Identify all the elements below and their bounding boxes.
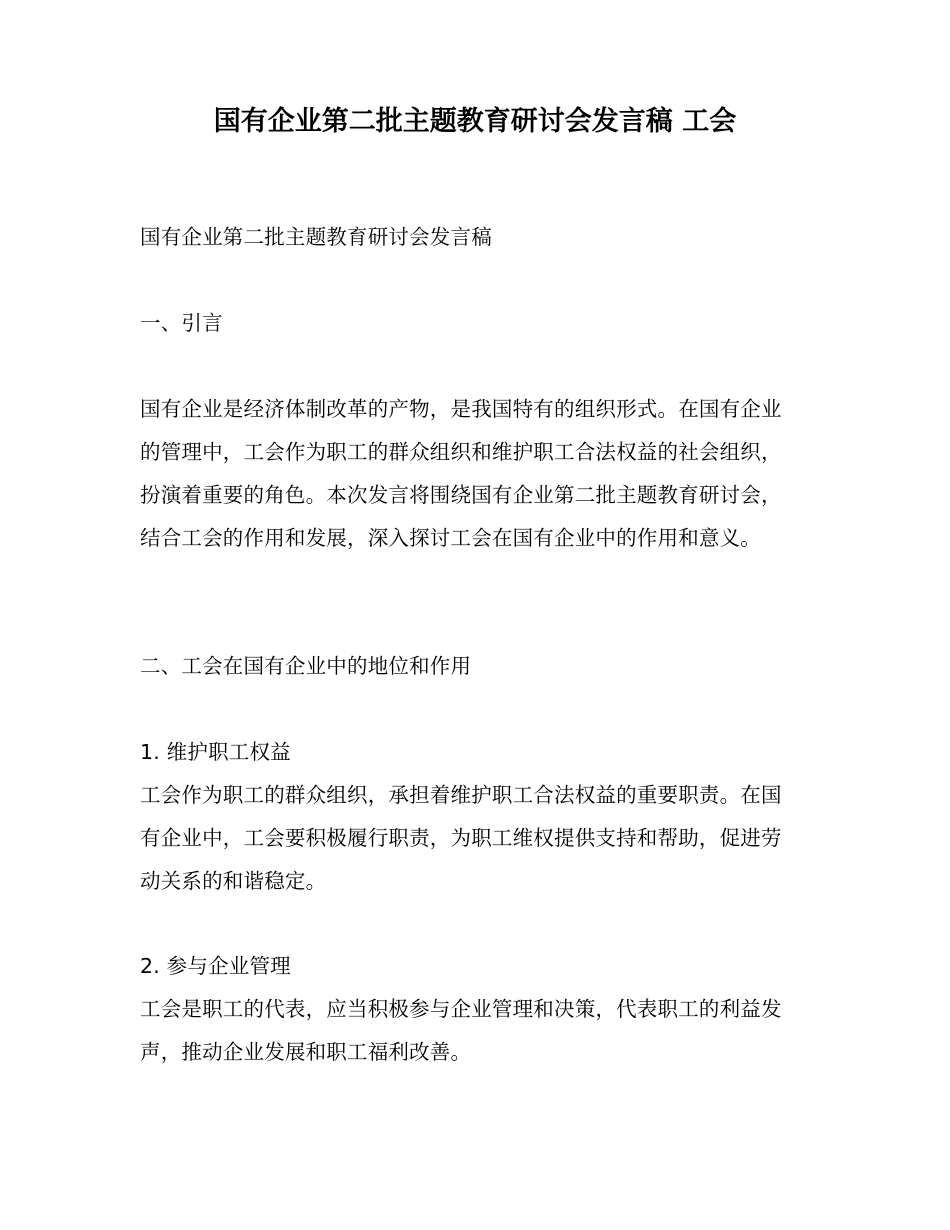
section-heading-role: 二、工会在国有企业中的地位和作用 — [140, 654, 472, 678]
list-item — [140, 731, 800, 903]
section-heading-introduction: 一、引言 — [140, 311, 223, 335]
document-title: 国有企业第二批主题教育研讨会发言稿 工会 — [213, 106, 737, 137]
list-item-body: 工会是职工的代表，应当积极参与企业管理和决策，代表职工的利益发声，推动企业发展和职工福利改善。 — [140, 997, 782, 1064]
document-subtitle: 国有企业第二批主题教育研讨会发言稿 — [140, 225, 492, 249]
list-item-body: 工会作为职工的群众组织，承担着维护职工合法权益的重要职责。在国有企业中，工会要积极履行职责，为职工维权提供支持和帮助，促进劳动关系的和谐稳定。 — [140, 783, 782, 893]
list-item — [140, 945, 800, 1074]
introduction-paragraph: 国有企业是经济体制改革的产物，是我国特有的组织形式。在国有企业的管理中，工会作为职工的群众组织和维护职工合法权益的社会组织，扮演着重要的角色。本次发言将围绕国有企业第二批主题教育研讨会，结合工会的作用和发展，深入探讨工会在国有企业中的作用和意义。 — [140, 397, 782, 550]
list-item-heading: 1. 维护职工权益 — [140, 740, 291, 764]
list-item-heading: 2. 参与企业管理 — [140, 954, 291, 978]
